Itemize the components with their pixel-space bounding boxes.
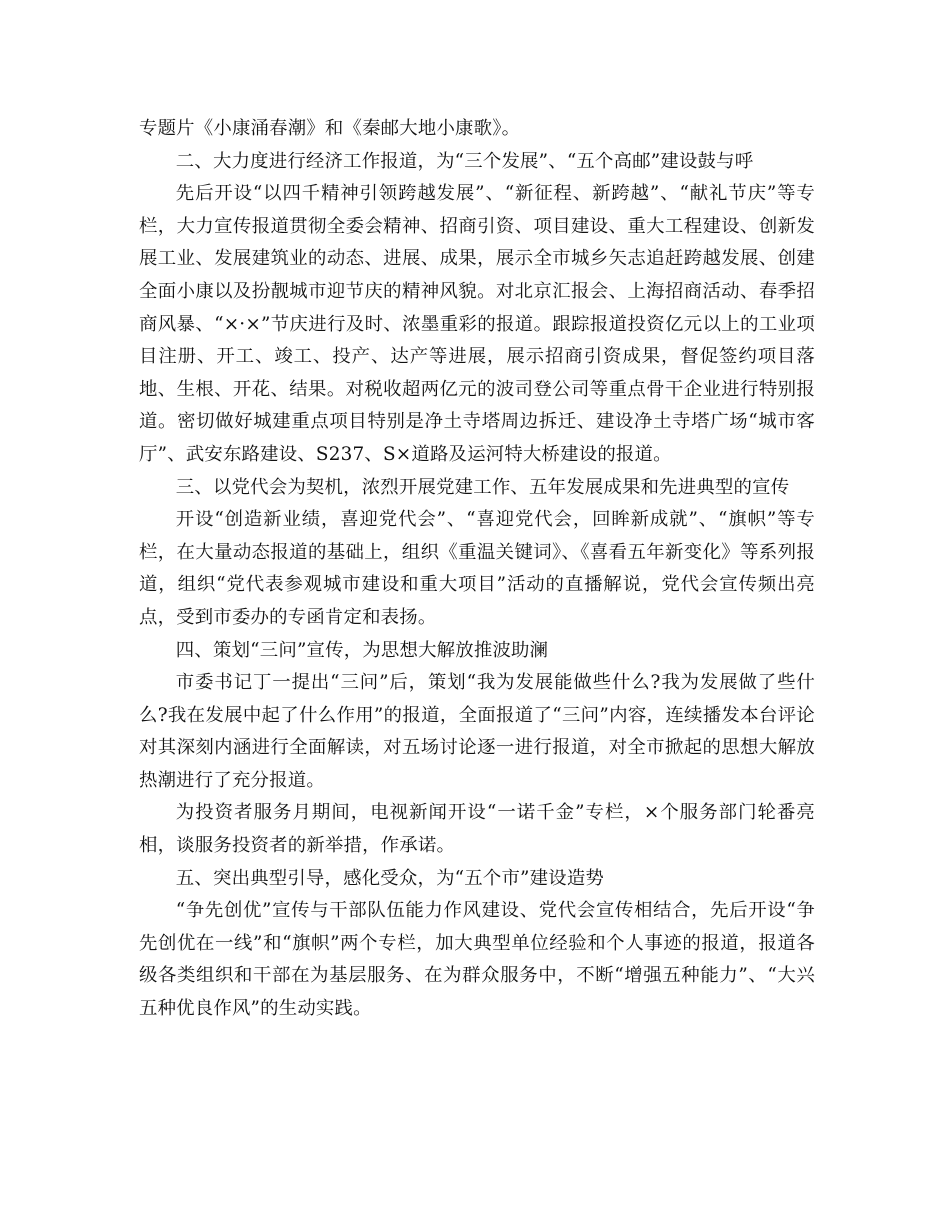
section-heading-3: 三、以党代会为契机，浓烈开展党建工作、五年发展成果和先进典型的宣传	[175, 476, 790, 498]
paragraph-party-congress: 开设“创造新业绩，喜迎党代会”、“喜迎党代会，回眸新成就”、“旗帜”等专栏，在大量动态报道的基础上，组织《重温关键词》、《喜看五年新变化》等系列报道，组织“党代表参观城市建设和重大项目”活动的直播解说，党代会宣传频出亮点，受到市委办的专函肯定和表扬。	[139, 509, 815, 628]
section-heading-2: 二、大力度进行经济工作报道，为“三个发展”、“五个高邮”建设鼓与呼	[175, 150, 754, 172]
paragraph-investor-service: 为投资者服务月期间，电视新闻开设“一诺千金”专栏，×个服务部门轮番亮相，谈服务投资者的新举措，作承诺。	[139, 802, 815, 857]
paragraph-three-questions: 市委书记丁一提出“三问”后，策划“我为发展能做些什么?我为发展做了些什么?我在发展中起了什么作用”的报道，全面报道了“三问”内容，连续播发本台评论对其深刻内涵进行全面解读，对五场讨论逐一进行报道，对全市掀起的思想大解放热潮进行了充分报道。	[139, 672, 815, 791]
paragraph-economic-reporting: 先后开设“以四千精神引领跨越发展”、“新征程、新跨越”、“献礼节庆”等专栏，大力宣传报道贯彻全委会精神、招商引资、项目建设、重大工程建设、创新发展工业、发展建筑业的动态、进展、成果，展示全市城乡矢志追赶跨越发展、创建全面小康以及扮靓城市迎节庆的精神风貌。对北京汇报会、上海招商活动、春季招商风暴、“×·×”节庆进行及时、浓墨重彩的报道。跟踪报道投资亿元以上的工业项目注册、开工、竣工、投产、达产等进展，展示招商引资成果，督促签约项目落地、生根、开花、结果。对税收超两亿元的波司登公司等重点骨干企业进行特别报道。密切做好城建重点项目特别是净土寺塔周边拆迁、建设净土寺塔广场“城市客厅”、武安东路建设、S237、S×道路及运河特大桥建设的报道。	[139, 183, 815, 465]
section-heading-5: 五、突出典型引导，感化受众，为“五个市”建设造势	[175, 867, 604, 889]
paragraph-continuation: 专题片《小康涌春潮》和《秦邮大地小康歌》。	[139, 118, 521, 139]
document-page	[139, 113, 815, 1026]
paragraph-typical-guidance: “争先创优”宣传与干部队伍能力作风建设、党代会宣传相结合，先后开设“争先创优在一线”和“旗帜”两个专栏，加大典型单位经验和个人事迹的报道，报道各级各类组织和干部在为基层服务、在为群众服务中，不断“增强五种能力”、“大兴五种优良作风”的生动实践。	[139, 900, 815, 1020]
section-heading-4: 四、策划“三问”宣传，为思想大解放推波助澜	[175, 639, 549, 661]
